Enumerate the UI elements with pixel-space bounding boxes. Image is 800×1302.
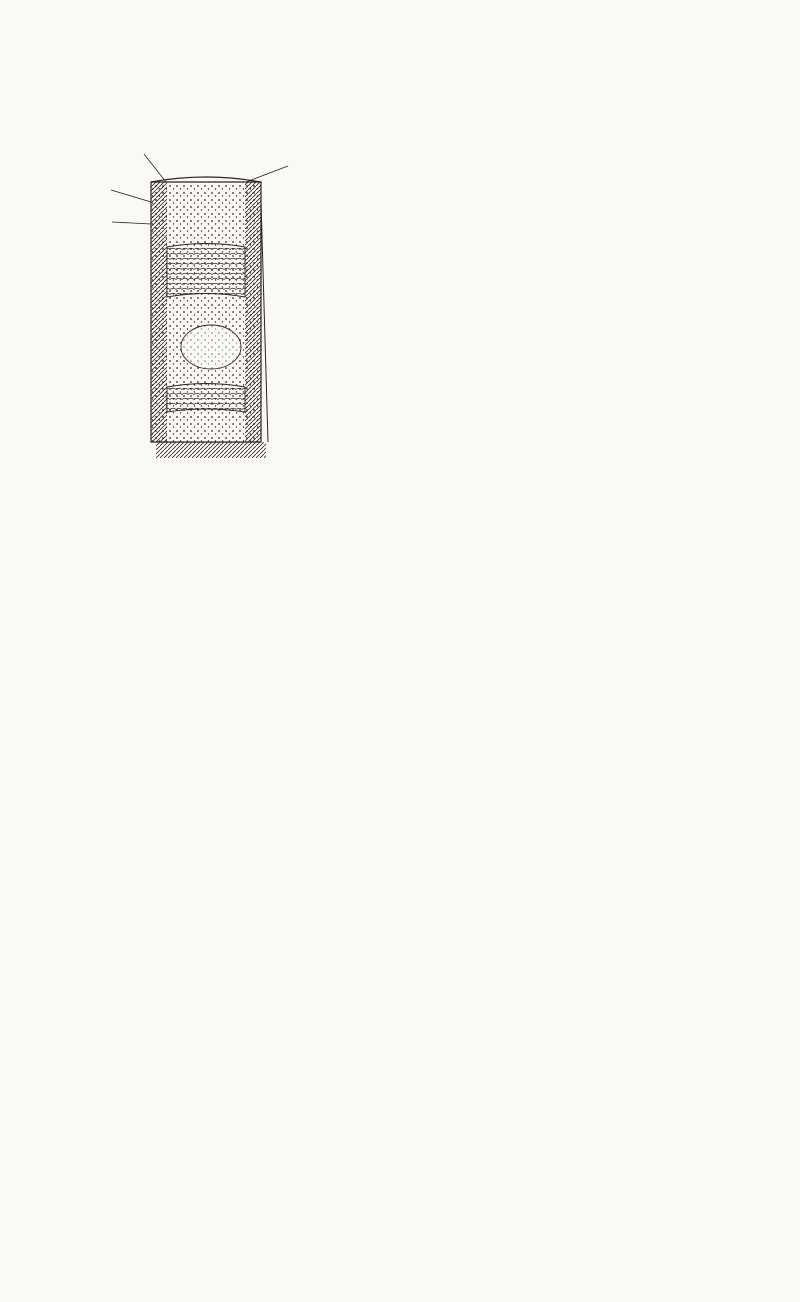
figure-7 (56, 120, 322, 590)
vertebra-section-illustration (56, 142, 322, 462)
running-head (110, 44, 710, 72)
